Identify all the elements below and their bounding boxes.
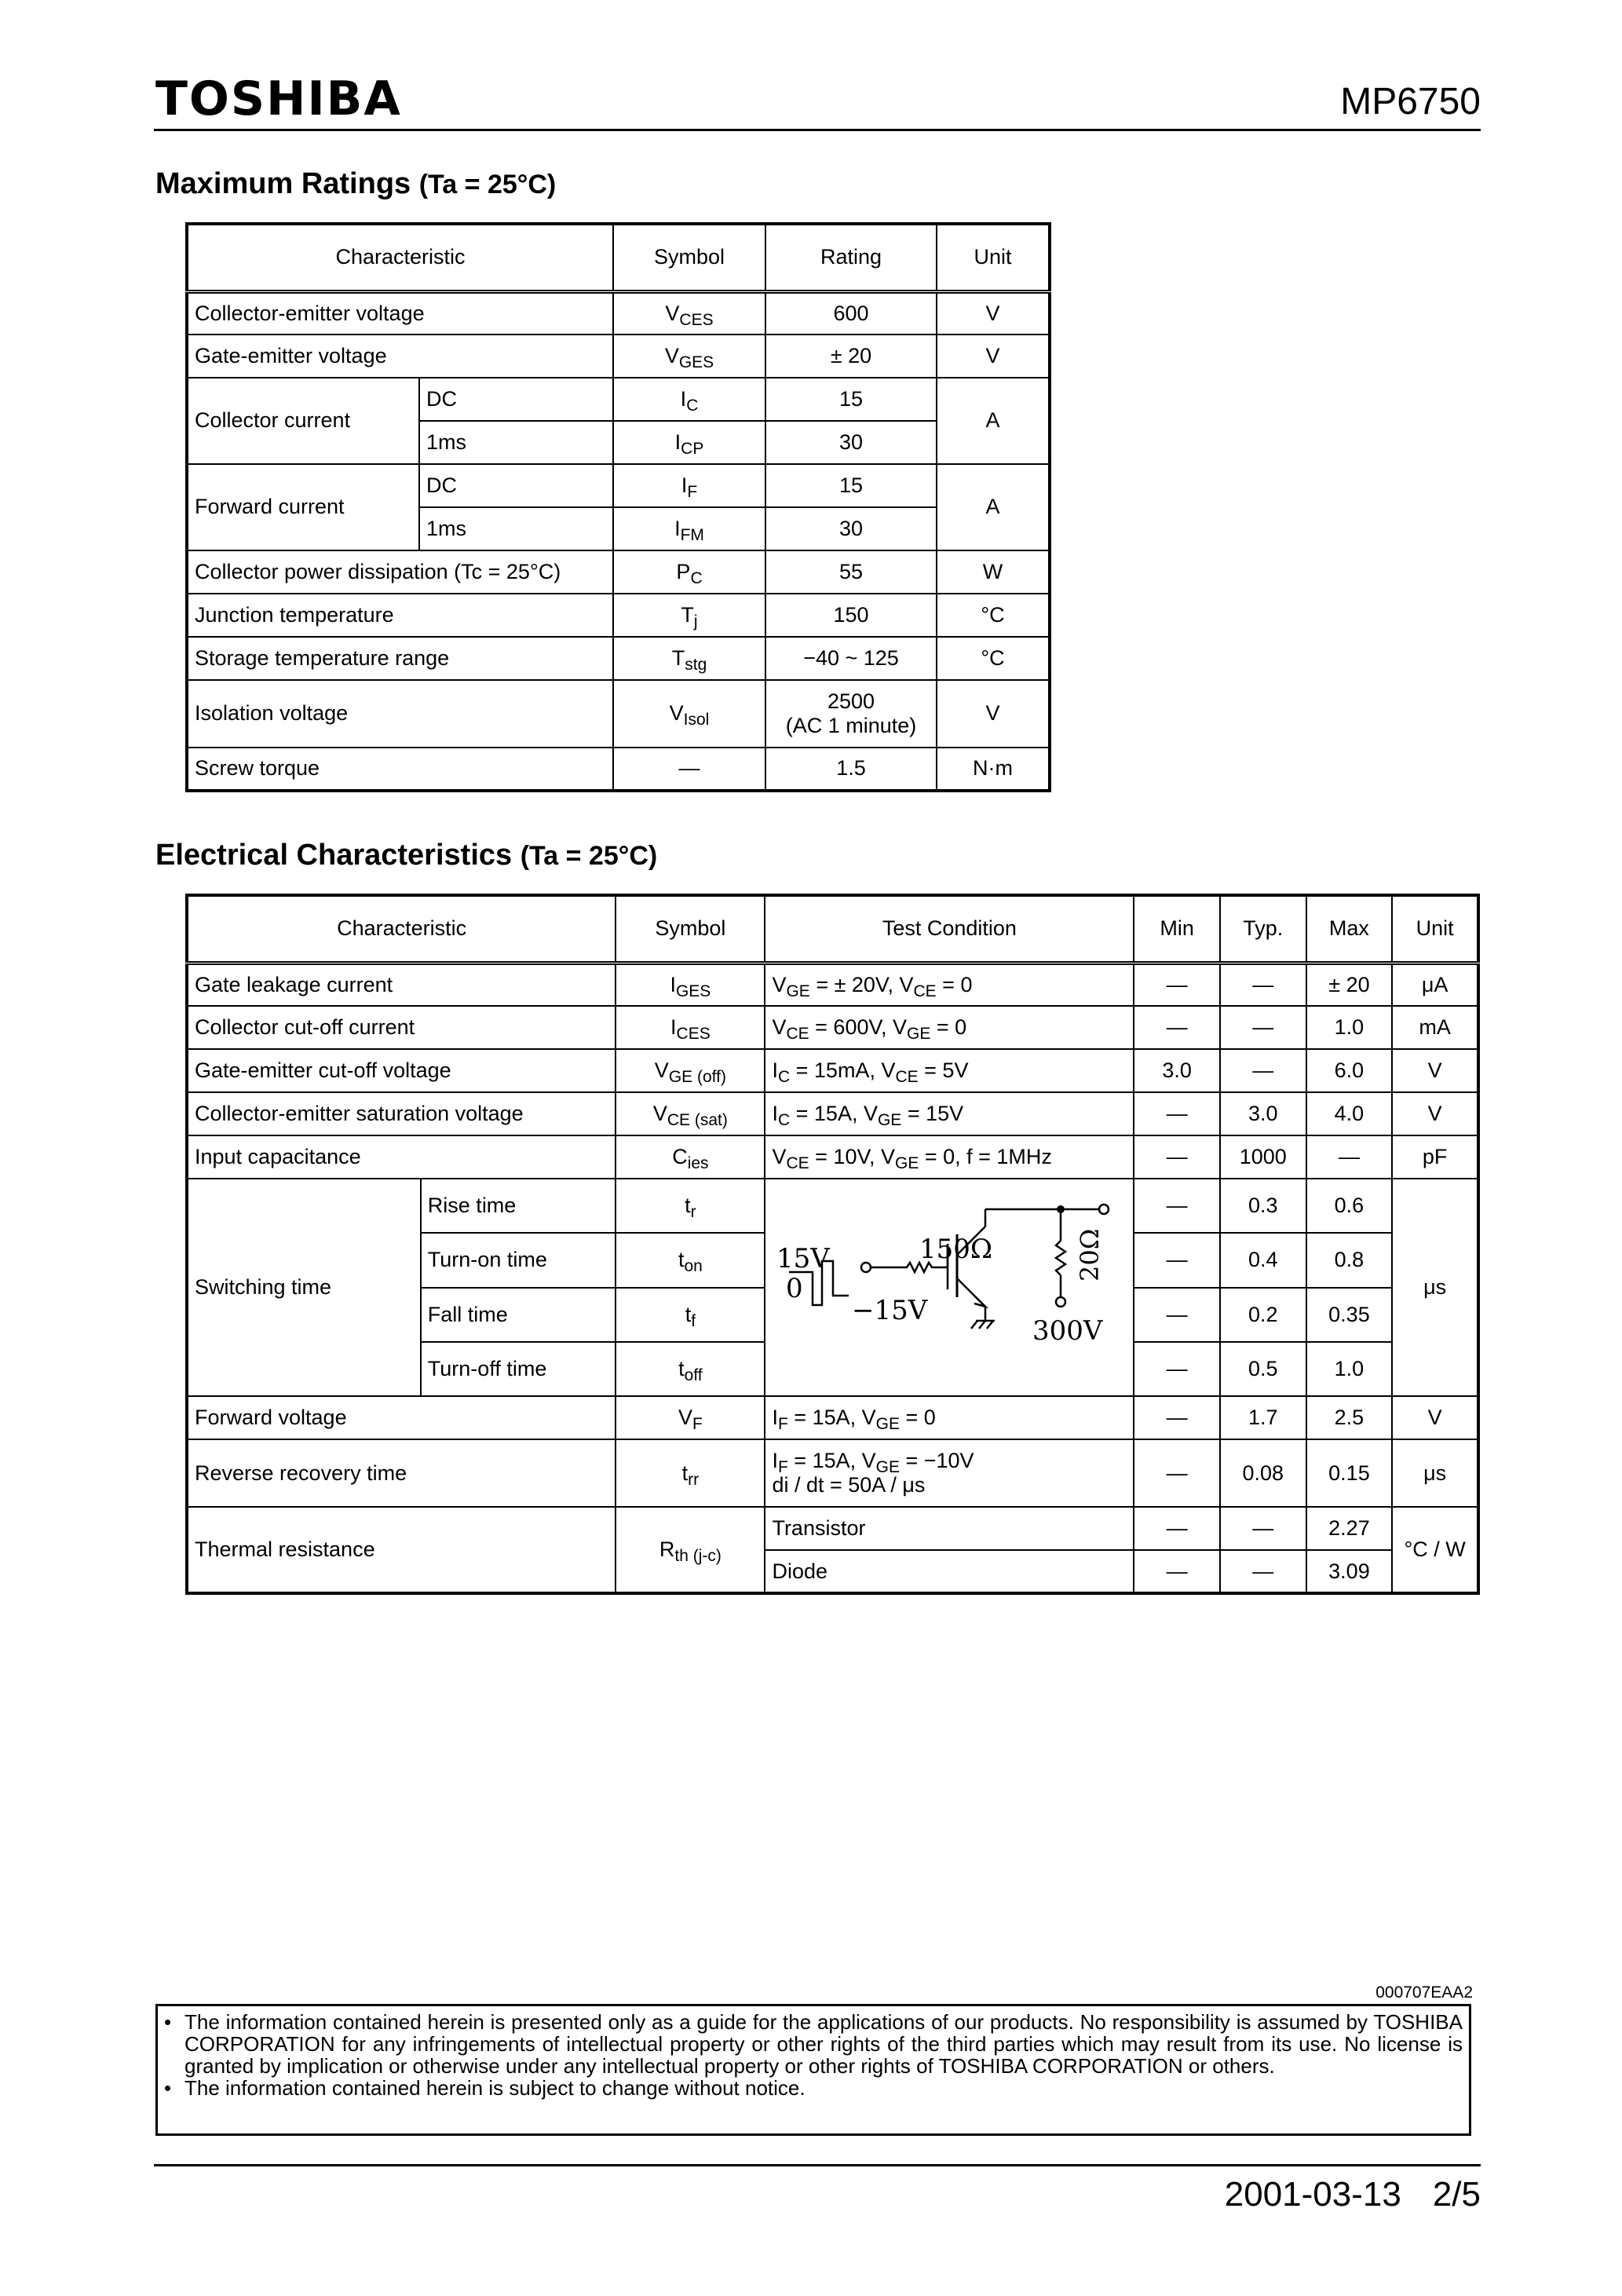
col-unit: Unit xyxy=(937,224,1050,291)
table-row: Turn-off time $t_{off}$ — 0.5 1.0 xyxy=(187,1342,1478,1396)
table-row: Forward voltage $V_F$ $I_F = 15A$, $V_{GE} = 0$ — 1.7 2.5 V xyxy=(187,1396,1478,1439)
col-typ: Typ. xyxy=(1220,895,1306,963)
col-rating: Rating xyxy=(765,224,937,291)
table-row: Collector-emitter voltage $V_{CES}$ 600 V xyxy=(187,291,1050,335)
load-resistor xyxy=(1056,1241,1065,1275)
footer-rule xyxy=(154,2164,1481,2166)
table-row: Screw torque — 1.5 N·m xyxy=(187,748,1050,791)
output-terminal xyxy=(1099,1205,1109,1214)
table-row: Gate leakage current $I_{GES}$ $V_{GE}$ = ± 20V, $V_{CE} = 0$ — — ± 20 μA xyxy=(187,963,1478,1006)
col-symbol: Symbol xyxy=(613,224,765,291)
max-ratings-table xyxy=(185,222,1051,792)
table-row: Turn-on time $t_{on}$ — 0.4 0.8 xyxy=(187,1233,1478,1287)
max-ratings-title: Maximum Ratings (Ta = 25°C) xyxy=(155,167,557,200)
table-row: Gate-emitter cut-off voltage $V_{GE (off)}$ $I_C = 15mA$, $V_{CE} = 5V$ 3.0 — 6.0 V xyxy=(187,1049,1478,1092)
table-row: 1ms $I_{CP}$ 30 xyxy=(187,421,1050,464)
table-row: Input capacitance $C_{ies}$ $V_{CE} = 10V$, $V_{GE} = 0$, f = 1MHz — 1000 — pF xyxy=(187,1135,1478,1179)
table-row: Storage temperature range $T_{stg}$ −40 ~ 125 °C xyxy=(187,637,1050,680)
part-number: MP6750 xyxy=(1340,81,1481,122)
table-row: Diode — — 3.09 xyxy=(187,1550,1478,1593)
col-characteristic: Characteristic xyxy=(187,895,616,963)
header-rule xyxy=(154,129,1481,131)
disclaimer-item: • The information contained herein is subject to change without notice. xyxy=(164,2076,806,2100)
elec-char-table xyxy=(185,894,1480,1595)
elec-char-title: Electrical Characteristics (Ta = 25°C) xyxy=(155,839,658,872)
table-row: Junction temperature $T_j$ 150 °C xyxy=(187,594,1050,637)
col-symbol: Symbol xyxy=(616,895,765,963)
table-row: Collector-emitter saturation voltage $V_{CE (sat)}$ $I_C = 15A$, $V_{GE} = 15V$ — 3.0 4.0 V xyxy=(187,1092,1478,1135)
toshiba-logo: TOSHIBA xyxy=(155,71,402,126)
col-characteristic: Characteristic xyxy=(187,224,613,291)
page-number: 2/5 xyxy=(1432,2175,1481,2214)
footer xyxy=(1225,2175,1481,2214)
switching-circuit-diagram xyxy=(765,1179,1132,1390)
table-header-row xyxy=(187,895,1478,963)
table-row: Isolation voltage $V_{Isol}$ 2500 (AC 1 minute) V xyxy=(187,680,1050,748)
table-row: Forward current DC $I_F$ 15 A xyxy=(187,464,1050,507)
disclaimer-item: • The information contained herein is presented only as a guide for the applications of our products. No responsibility is assumed by TOSHIBA CORPORATION for any infringements of intellectual property or other rights of the third parties which may result from its use. No license is granted by implication or otherwise under any intellectual property or other rights of TOSHIBA CORPORATION or others. xyxy=(164,2010,1463,2078)
input-terminal xyxy=(861,1263,871,1272)
switching-test-circuit xyxy=(765,1179,1134,1396)
disclaimer-box xyxy=(155,2004,1471,2136)
table-row: Thermal resistance $R_{th (j-c)}$ Transistor — — 2.27 °C / W xyxy=(187,1507,1478,1550)
col-max: Max xyxy=(1306,895,1393,963)
label-15v: 15V xyxy=(776,1243,831,1274)
table-header-row xyxy=(187,224,1050,291)
footer-date: 2001-03-13 xyxy=(1224,2175,1401,2214)
table-row: Reverse recovery time $t_{rr}$ $I_F = 15A$, $V_{GE} = -10V$ di / dt = 50A / μs — 0.08 0.15 μs xyxy=(187,1439,1478,1507)
supply-terminal xyxy=(1056,1297,1065,1307)
table-row: Fall time $t_f$ — 0.2 0.35 xyxy=(187,1288,1478,1342)
table-row: Collector power dissipation (Tc = 25°C) $P_C$ 55 W xyxy=(187,550,1050,594)
label-0v: 0 xyxy=(786,1273,804,1304)
label-150ohm: 150Ω xyxy=(919,1234,993,1265)
table-row: Collector current DC $I_C$ 15 A xyxy=(187,378,1050,421)
table-row: Switching time Rise time $t_r$ 15V 0 −15V 150Ω 20Ω 300V — 0.3 0.6 μs xyxy=(187,1179,1478,1233)
document-code: 000707EAA2 xyxy=(1375,1983,1473,2002)
col-unit: Unit xyxy=(1392,895,1478,963)
label-neg15v: −15V xyxy=(852,1295,928,1326)
col-min: Min xyxy=(1134,895,1220,963)
table-row: 1ms $I_{FM}$ 30 xyxy=(187,507,1050,550)
table-row: Collector cut-off current $I_{CES}$ $V_{CE} = 600V$, $V_{GE} = 0$ — — 1.0 mA xyxy=(187,1006,1478,1049)
label-300v: 300V xyxy=(1032,1315,1103,1347)
label-20ohm: 20Ω xyxy=(1075,1228,1105,1281)
table-row: Gate-emitter voltage $V_{GES}$ ± 20 V xyxy=(187,335,1050,378)
col-test-condition: Test Condition xyxy=(765,895,1134,963)
